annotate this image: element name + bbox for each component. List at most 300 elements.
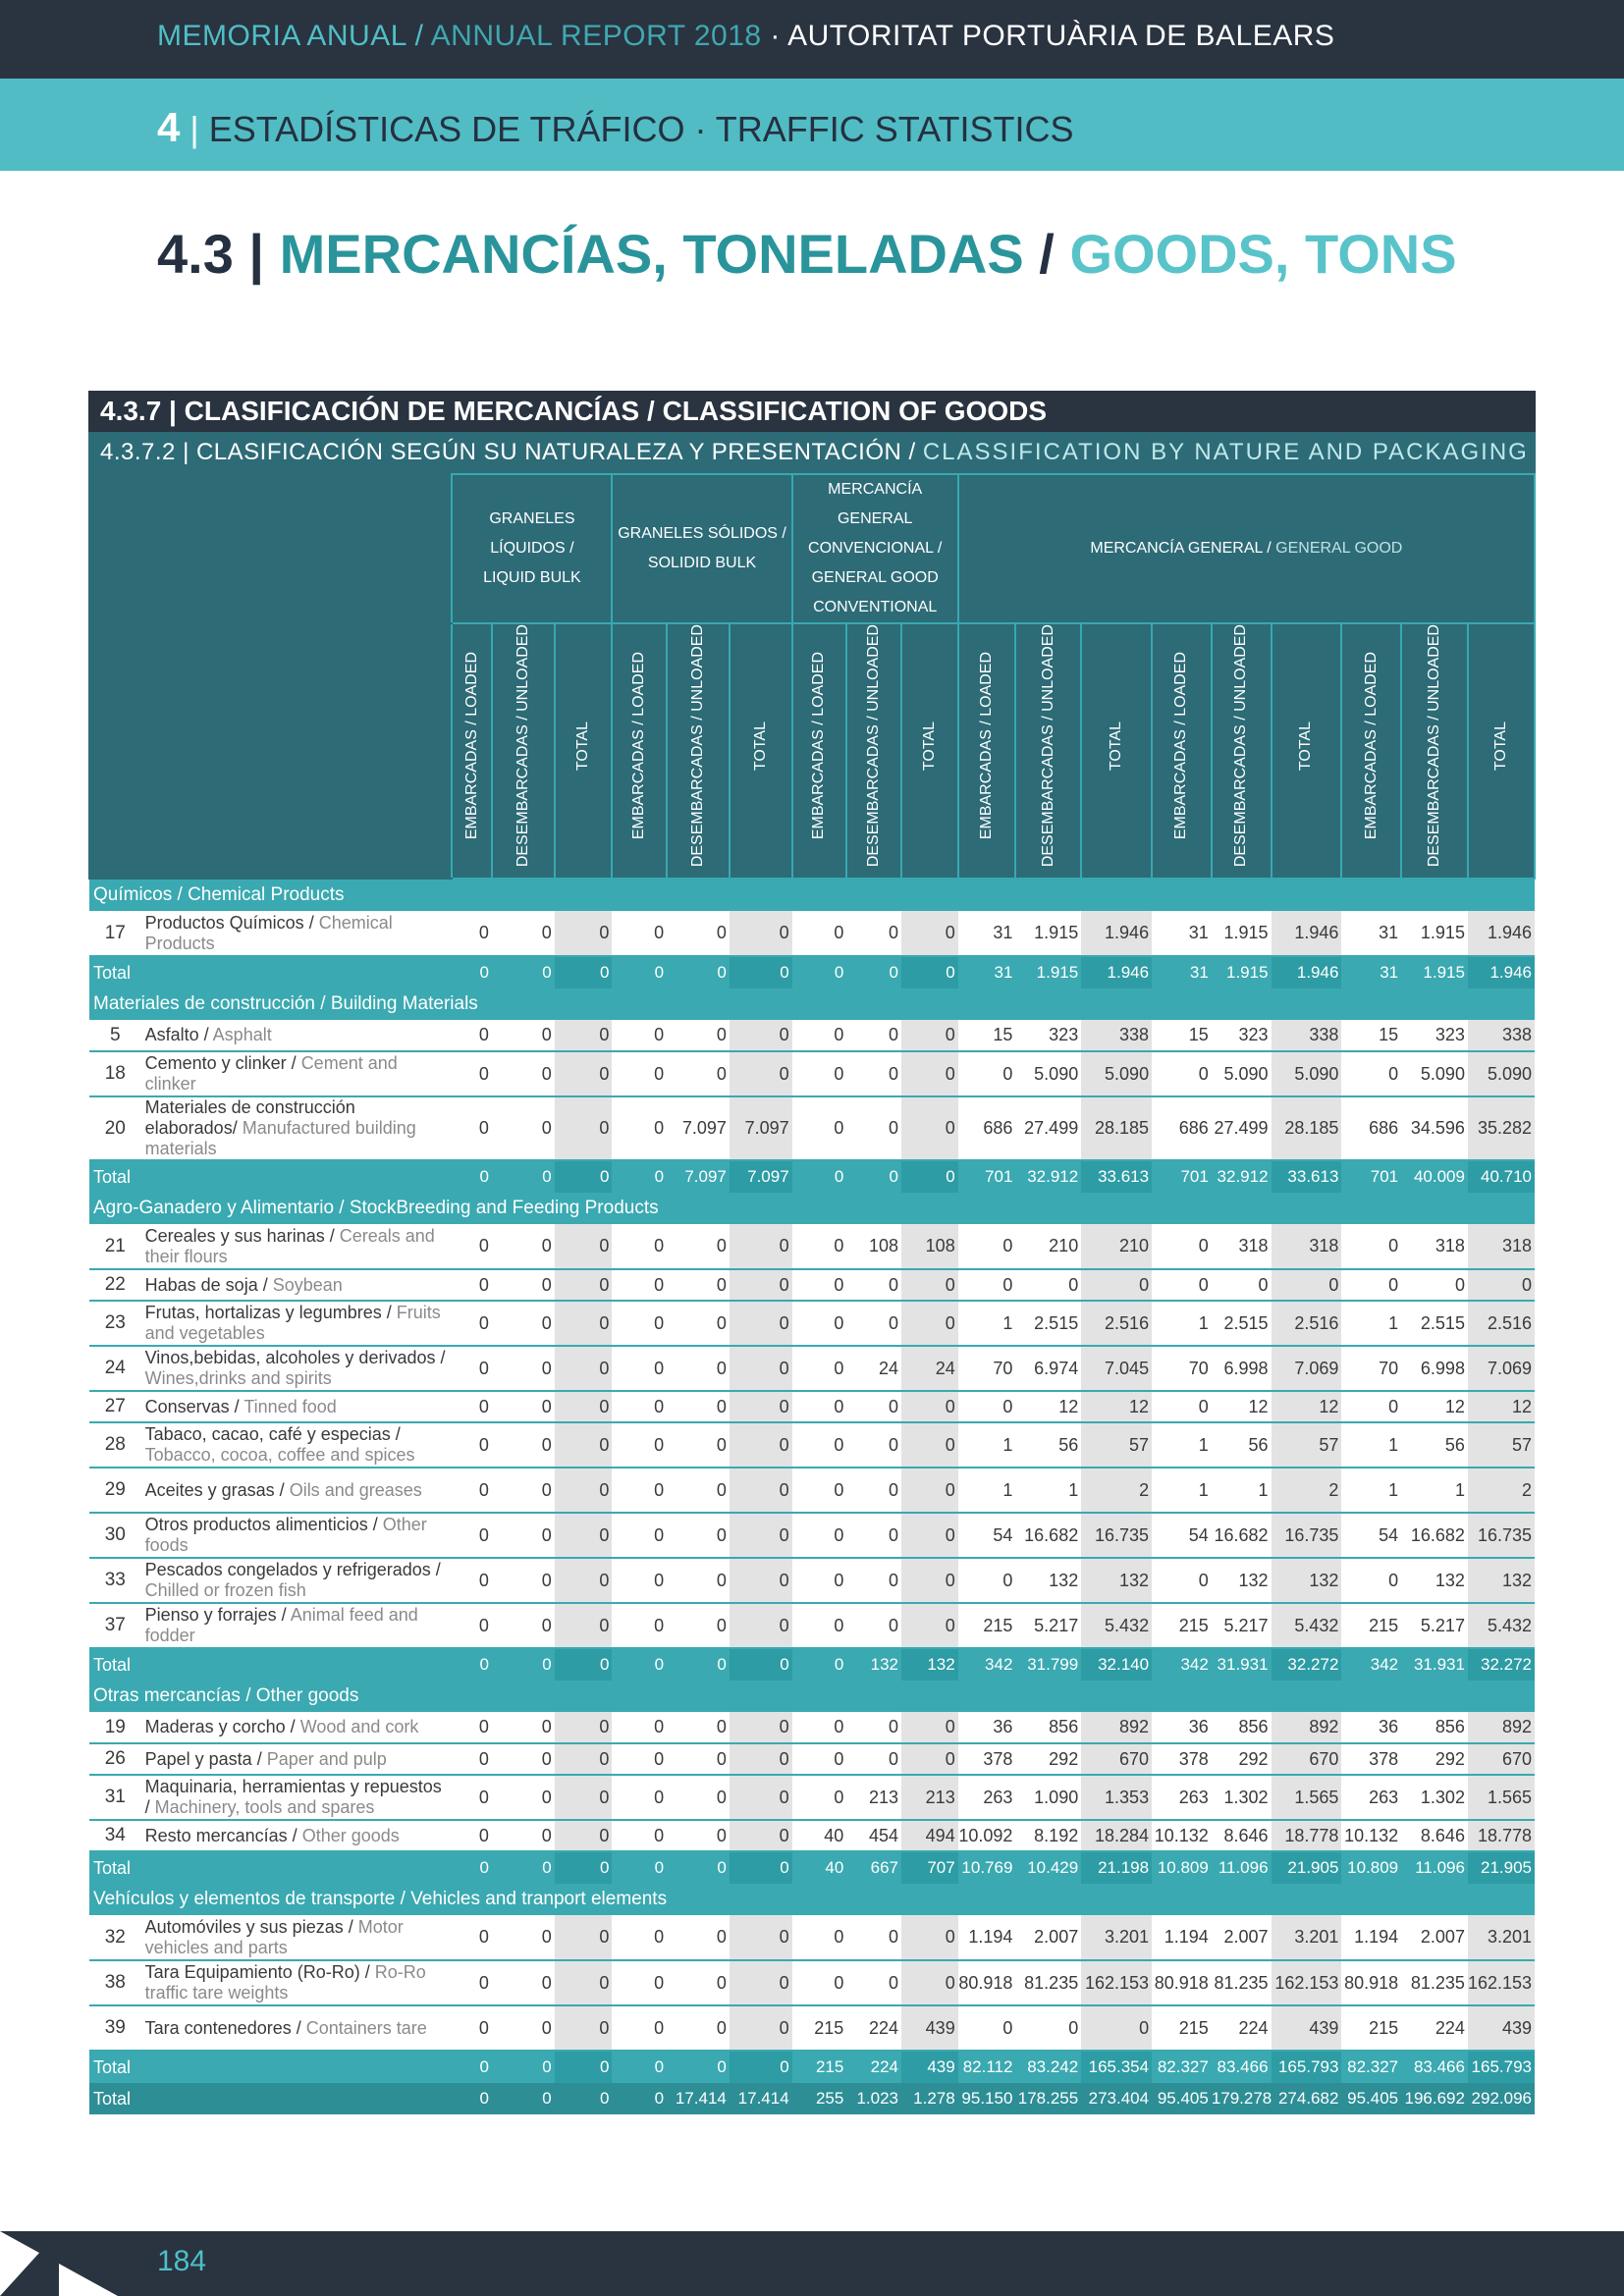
row-value: 0 xyxy=(612,1558,667,1603)
header-blank-cell xyxy=(89,623,452,879)
subheader-unloaded-label: DESEMBARCADAS / UNLOADED xyxy=(514,624,531,868)
row-value: 0 xyxy=(667,1391,730,1422)
row-description-en: Wines,drinks and spirits xyxy=(144,1368,332,1389)
row-value: 8.646 xyxy=(1212,1820,1272,1851)
row-value: 0 xyxy=(555,1915,613,1960)
table-row xyxy=(89,1391,1535,1422)
row-value: 0 xyxy=(730,1224,792,1269)
subheader-loaded-label: EMBARCADAS / LOADED xyxy=(1362,652,1380,840)
row-code: 39 xyxy=(89,2005,141,2051)
table-row xyxy=(89,1096,1535,1160)
row-value: 132 xyxy=(1272,1558,1342,1603)
section-title-en: GOODS, TONS xyxy=(1069,223,1457,285)
row-value: 162.153 xyxy=(1468,1960,1535,2005)
row-value: 1 xyxy=(1341,1301,1401,1346)
row-value: 36 xyxy=(1341,1712,1401,1743)
row-value: 1.946 xyxy=(1468,911,1535,956)
row-value: 132 xyxy=(1212,1558,1272,1603)
subheader-unloaded xyxy=(492,623,555,879)
row-value: 0 xyxy=(555,1960,613,2005)
row-value: 15 xyxy=(1341,1020,1401,1051)
row-value: 213 xyxy=(846,1775,901,1820)
row-value: 0 xyxy=(730,1712,792,1743)
row-value: 0 xyxy=(452,1468,491,1513)
total-value: 21.905 xyxy=(1272,1851,1342,1884)
row-value: 0 xyxy=(901,1513,958,1558)
row-value: 892 xyxy=(1272,1712,1342,1743)
total-value: 32.272 xyxy=(1468,1648,1535,1681)
row-value: 5.432 xyxy=(1272,1603,1342,1648)
grand-total-value: 255 xyxy=(792,2083,847,2114)
total-value: 0 xyxy=(846,956,901,988)
row-value: 0 xyxy=(452,1391,491,1422)
row-description xyxy=(141,1603,453,1648)
row-description xyxy=(141,1020,453,1051)
subheader-loaded xyxy=(1152,623,1212,879)
row-description xyxy=(141,1269,453,1301)
row-code: 29 xyxy=(89,1468,141,1513)
row-value: 1 xyxy=(1401,1468,1468,1513)
total-value: 342 xyxy=(1341,1648,1401,1681)
row-value: 0 xyxy=(958,1051,1016,1096)
row-code: 26 xyxy=(89,1743,141,1775)
subheader-unloaded-label: DESEMBARCADAS / UNLOADED xyxy=(1039,624,1056,868)
grand-total-value: 274.682 xyxy=(1272,2083,1342,2114)
row-value: 81.235 xyxy=(1212,1960,1272,2005)
row-value: 0 xyxy=(730,2005,792,2051)
row-value: 0 xyxy=(612,1020,667,1051)
row-value: 56 xyxy=(1401,1422,1468,1468)
row-value: 1.353 xyxy=(1081,1775,1152,1820)
row-value: 0 xyxy=(612,1391,667,1422)
row-value: 892 xyxy=(1081,1712,1152,1743)
row-value: 0 xyxy=(846,1915,901,1960)
total-value: 1.915 xyxy=(1212,956,1272,988)
row-value: 0 xyxy=(452,1513,491,1558)
row-value: 7.069 xyxy=(1272,1346,1342,1391)
row-description xyxy=(141,1301,453,1346)
grand-total-value: 17.414 xyxy=(667,2083,730,2114)
total-value: 0 xyxy=(555,956,613,988)
total-value: 0 xyxy=(667,1851,730,1884)
row-description-es: Asfalto / xyxy=(144,1025,213,1045)
row-value: 7.045 xyxy=(1081,1346,1152,1391)
row-value: 0 xyxy=(452,1960,491,2005)
row-code: 19 xyxy=(89,1712,141,1743)
grand-total-row xyxy=(89,2083,1535,2114)
row-code: 17 xyxy=(89,911,141,956)
row-value: 0 xyxy=(452,1820,491,1851)
subheader-total-label: TOTAL xyxy=(920,721,938,771)
row-value: 5.432 xyxy=(1081,1603,1152,1648)
row-value: 2.007 xyxy=(1212,1915,1272,1960)
row-value: 856 xyxy=(1212,1712,1272,1743)
row-value: 1.194 xyxy=(1341,1915,1401,1960)
row-value: 1 xyxy=(958,1301,1016,1346)
row-value: 378 xyxy=(1152,1743,1212,1775)
header-dot: · xyxy=(761,20,788,52)
row-value: 0 xyxy=(612,911,667,956)
row-value: 0 xyxy=(492,911,555,956)
row-value: 5.090 xyxy=(1468,1051,1535,1096)
total-value: 31 xyxy=(1341,956,1401,988)
total-value: 83.466 xyxy=(1401,2051,1468,2083)
row-value: 12 xyxy=(1272,1391,1342,1422)
row-value: 0 xyxy=(612,1051,667,1096)
row-value: 0 xyxy=(1015,1269,1081,1301)
row-value: 0 xyxy=(730,1422,792,1468)
total-value: 1.946 xyxy=(1272,956,1342,988)
row-value: 80.918 xyxy=(1152,1960,1212,2005)
row-value: 856 xyxy=(1401,1712,1468,1743)
row-value: 0 xyxy=(1468,1269,1535,1301)
row-value: 1.565 xyxy=(1468,1775,1535,1820)
row-value: 24 xyxy=(901,1346,958,1391)
row-value: 0 xyxy=(1081,2005,1152,2051)
row-value: 0 xyxy=(1212,1269,1272,1301)
row-value: 0 xyxy=(492,1820,555,1851)
chapter-title-es: ESTADÍSTICAS DE TRÁFICO xyxy=(208,109,685,149)
total-value: 32.272 xyxy=(1272,1648,1342,1681)
total-value: 165.793 xyxy=(1468,2051,1535,2083)
subheader-unloaded-label: DESEMBARCADAS / UNLOADED xyxy=(1426,624,1443,868)
table-subtitle xyxy=(88,432,1536,473)
row-description-es: Habas de soja / xyxy=(144,1274,273,1295)
category-row xyxy=(89,1681,1535,1712)
row-value: 0 xyxy=(901,911,958,956)
total-value: 439 xyxy=(901,2051,958,2083)
row-value: 3.201 xyxy=(1081,1915,1152,1960)
row-value: 0 xyxy=(667,1269,730,1301)
row-value: 1.565 xyxy=(1272,1775,1342,1820)
row-value: 36 xyxy=(958,1712,1016,1743)
row-value: 2.515 xyxy=(1401,1301,1468,1346)
row-value: 0 xyxy=(1341,1051,1401,1096)
table-row xyxy=(89,1513,1535,1558)
row-value: 0 xyxy=(846,1558,901,1603)
row-value: 5.090 xyxy=(1081,1051,1152,1096)
total-value: 0 xyxy=(492,956,555,988)
total-value: 0 xyxy=(612,1160,667,1193)
row-value: 80.918 xyxy=(1341,1960,1401,2005)
subheader-unloaded xyxy=(667,623,730,879)
row-value: 28.185 xyxy=(1272,1096,1342,1160)
table-row xyxy=(89,1915,1535,1960)
row-value: 0 xyxy=(958,2005,1016,2051)
row-value: 0 xyxy=(452,1096,491,1160)
row-value: 10.132 xyxy=(1341,1820,1401,1851)
row-value: 0 xyxy=(612,1224,667,1269)
row-value: 0 xyxy=(612,1422,667,1468)
row-value: 0 xyxy=(492,1422,555,1468)
row-value: 0 xyxy=(612,1603,667,1648)
row-value: 0 xyxy=(492,1051,555,1096)
row-code: 33 xyxy=(89,1558,141,1603)
row-value: 0 xyxy=(792,1743,847,1775)
row-description-es: Maderas y corcho / xyxy=(144,1717,300,1737)
total-value: 40.009 xyxy=(1401,1160,1468,1193)
row-value: 132 xyxy=(1401,1558,1468,1603)
row-value: 0 xyxy=(667,1346,730,1391)
row-value: 0 xyxy=(612,1960,667,2005)
row-value: 1 xyxy=(1015,1468,1081,1513)
chapter-title xyxy=(157,104,1073,151)
row-description-en: Tinned food xyxy=(244,1396,337,1416)
row-value: 0 xyxy=(1152,1051,1212,1096)
row-value: 0 xyxy=(612,1096,667,1160)
total-label: Total xyxy=(89,1160,452,1193)
row-value: 1 xyxy=(1152,1301,1212,1346)
subheader-unloaded-label: DESEMBARCADAS / UNLOADED xyxy=(1232,624,1250,868)
row-value: 0 xyxy=(730,1051,792,1096)
row-description-es: Otros productos alimenticios / xyxy=(144,1515,383,1535)
row-value: 2 xyxy=(1468,1468,1535,1513)
row-value: 0 xyxy=(492,1603,555,1648)
row-description-es: Conservas / xyxy=(144,1396,244,1416)
total-value: 1.915 xyxy=(1015,956,1081,988)
row-value: 3.201 xyxy=(1272,1915,1342,1960)
table-row xyxy=(89,1224,1535,1269)
header-annual-report: ANNUAL REPORT 2018 xyxy=(430,20,762,52)
row-value: 0 xyxy=(667,1820,730,1851)
category-label: Materiales de construcción / Building Materials xyxy=(89,988,1535,1020)
row-value: 0 xyxy=(792,1775,847,1820)
total-value: 165.354 xyxy=(1081,2051,1152,2083)
row-value: 0 xyxy=(555,1820,613,1851)
row-value: 36 xyxy=(1152,1712,1212,1743)
row-value: 0 xyxy=(452,1224,491,1269)
row-description xyxy=(141,1558,453,1603)
row-code: 28 xyxy=(89,1422,141,1468)
row-value: 0 xyxy=(730,1468,792,1513)
row-value: 439 xyxy=(1468,2005,1535,2051)
total-label: Total xyxy=(89,956,452,988)
row-value: 81.235 xyxy=(1401,1960,1468,2005)
total-value: 0 xyxy=(792,1160,847,1193)
row-value: 5.432 xyxy=(1468,1603,1535,1648)
section-total-row xyxy=(89,2051,1535,2083)
group-conv-en: GENERAL GOOD CONVENTIONAL xyxy=(811,569,939,615)
row-value: 16.735 xyxy=(1272,1513,1342,1558)
row-value: 338 xyxy=(1272,1020,1342,1051)
row-value: 1.915 xyxy=(1401,911,1468,956)
row-value: 318 xyxy=(1272,1224,1342,1269)
row-value: 318 xyxy=(1468,1224,1535,1269)
subheader-loaded-label: EMBARCADAS / LOADED xyxy=(462,652,480,840)
total-value: 0 xyxy=(667,2051,730,2083)
row-value: 0 xyxy=(730,1513,792,1558)
row-description-en: Manufactured building materials xyxy=(144,1118,416,1159)
total-value: 33.613 xyxy=(1272,1160,1342,1193)
row-value: 31 xyxy=(1341,911,1401,956)
row-value: 34.596 xyxy=(1401,1096,1468,1160)
total-value: 0 xyxy=(612,1851,667,1884)
report-header-bar xyxy=(0,0,1624,79)
row-value: 0 xyxy=(730,1558,792,1603)
total-value: 0 xyxy=(492,2051,555,2083)
total-value: 0 xyxy=(792,956,847,988)
total-value: 707 xyxy=(901,1851,958,1884)
row-value: 0 xyxy=(792,1346,847,1391)
row-value: 12 xyxy=(1081,1391,1152,1422)
row-value: 0 xyxy=(667,1051,730,1096)
total-value: 31.799 xyxy=(1015,1648,1081,1681)
row-code: 18 xyxy=(89,1051,141,1096)
row-value: 0 xyxy=(846,1712,901,1743)
subheader-total xyxy=(730,623,792,879)
row-value: 56 xyxy=(1015,1422,1081,1468)
row-description xyxy=(141,1346,453,1391)
total-value: 0 xyxy=(667,1648,730,1681)
total-value: 31 xyxy=(1152,956,1212,988)
row-value: 0 xyxy=(792,911,847,956)
header-memoria: MEMORIA ANUAL xyxy=(157,20,406,52)
header-authority: AUTORITAT PORTUÀRIA DE BALEARS xyxy=(787,20,1335,52)
grand-total-value: 17.414 xyxy=(730,2083,792,2114)
row-value: 0 xyxy=(846,1743,901,1775)
row-value: 0 xyxy=(901,1391,958,1422)
row-description-en: Cereals and their flours xyxy=(144,1225,435,1266)
total-value: 0 xyxy=(730,1851,792,1884)
row-description-es: Vinos,bebidas, alcoholes y derivados / xyxy=(144,1348,446,1368)
row-description-en: Wood and cork xyxy=(299,1717,419,1737)
row-value: 263 xyxy=(1152,1775,1212,1820)
row-description xyxy=(141,1468,453,1513)
report-header-text xyxy=(157,20,1334,53)
row-value: 0 xyxy=(730,1960,792,2005)
table-row xyxy=(89,2005,1535,2051)
row-value: 892 xyxy=(1468,1712,1535,1743)
total-value: 1.946 xyxy=(1468,956,1535,988)
row-value: 162.153 xyxy=(1081,1960,1152,2005)
section-title xyxy=(157,222,1457,286)
row-description-en: Tobacco, cocoa, coffee and spices xyxy=(144,1445,415,1466)
row-description xyxy=(141,1422,453,1468)
total-value: 0 xyxy=(452,2051,491,2083)
row-value: 31 xyxy=(1152,911,1212,956)
total-value: 32.912 xyxy=(1212,1160,1272,1193)
row-value: 0 xyxy=(667,1422,730,1468)
row-value: 0 xyxy=(901,1051,958,1096)
subheader-total xyxy=(1081,623,1152,879)
subheader-total-label: TOTAL xyxy=(1491,721,1509,771)
total-value: 0 xyxy=(492,1160,555,1193)
row-value: 0 xyxy=(555,1558,613,1603)
row-value: 686 xyxy=(1341,1096,1401,1160)
row-description-en: Other goods xyxy=(301,1825,400,1845)
row-value: 2 xyxy=(1081,1468,1152,1513)
row-value: 0 xyxy=(792,1915,847,1960)
subheader-total xyxy=(555,623,613,879)
row-value: 5.217 xyxy=(1401,1603,1468,1648)
row-value: 80.918 xyxy=(958,1960,1016,2005)
row-value: 0 xyxy=(1152,1224,1212,1269)
row-value: 2.516 xyxy=(1272,1301,1342,1346)
row-value: 263 xyxy=(1341,1775,1401,1820)
subheader-loaded-label: EMBARCADAS / LOADED xyxy=(630,652,648,840)
row-value: 0 xyxy=(901,1020,958,1051)
row-value: 670 xyxy=(1272,1743,1342,1775)
header-sep: / xyxy=(406,20,431,52)
grand-total-value: 0 xyxy=(452,2083,491,2114)
row-description-en: Asphalt xyxy=(212,1025,272,1045)
total-value: 7.097 xyxy=(667,1160,730,1193)
row-value: 1 xyxy=(1152,1468,1212,1513)
row-value: 28.185 xyxy=(1081,1096,1152,1160)
row-value: 0 xyxy=(730,1603,792,1648)
row-value: 0 xyxy=(792,1422,847,1468)
row-value: 15 xyxy=(1152,1020,1212,1051)
row-value: 1 xyxy=(958,1422,1016,1468)
row-value: 0 xyxy=(667,1558,730,1603)
row-value: 12 xyxy=(1468,1391,1535,1422)
table-row xyxy=(89,1468,1535,1513)
row-description-es: Cereales y sus harinas / xyxy=(144,1225,340,1246)
row-value: 215 xyxy=(1152,1603,1212,1648)
row-value: 0 xyxy=(1152,1391,1212,1422)
subheader-total xyxy=(901,623,958,879)
row-value: 10.132 xyxy=(1152,1820,1212,1851)
row-value: 0 xyxy=(612,2005,667,2051)
row-value: 0 xyxy=(555,911,613,956)
row-description xyxy=(141,1820,453,1851)
row-description-es: Tara contenedores / xyxy=(144,2017,306,2038)
row-value: 0 xyxy=(667,2005,730,2051)
row-value: 0 xyxy=(792,1224,847,1269)
row-code: 5 xyxy=(89,1020,141,1051)
category-row xyxy=(89,988,1535,1020)
row-value: 162.153 xyxy=(1272,1960,1342,2005)
row-value: 215 xyxy=(1341,1603,1401,1648)
row-value: 31 xyxy=(958,911,1016,956)
row-value: 0 xyxy=(792,1020,847,1051)
row-description-en: Cement and clinker xyxy=(144,1053,398,1095)
row-value: 1.090 xyxy=(1015,1775,1081,1820)
table-row xyxy=(89,1422,1535,1468)
row-value: 215 xyxy=(958,1603,1016,1648)
row-value: 454 xyxy=(846,1820,901,1851)
row-value: 0 xyxy=(492,1346,555,1391)
row-value: 1 xyxy=(1212,1468,1272,1513)
total-value: 82.327 xyxy=(1341,2051,1401,2083)
row-value: 0 xyxy=(452,1422,491,1468)
subheader-total xyxy=(1272,623,1342,879)
row-value: 16.735 xyxy=(1081,1513,1152,1558)
row-value: 0 xyxy=(555,2005,613,2051)
row-value: 0 xyxy=(667,1743,730,1775)
table-row xyxy=(89,911,1535,956)
row-value: 0 xyxy=(452,1558,491,1603)
row-value: 224 xyxy=(1212,2005,1272,2051)
subheader-unloaded xyxy=(1212,623,1272,879)
row-value: 0 xyxy=(492,1096,555,1160)
table-subtitle-es: 4.3.7.2 | CLASIFICACIÓN SEGÚN SU NATURALEZA Y PRESENTACIÓN / xyxy=(100,439,923,465)
row-value: 263 xyxy=(958,1775,1016,1820)
row-value: 0 xyxy=(901,1468,958,1513)
row-value: 0 xyxy=(492,1224,555,1269)
row-description xyxy=(141,1775,453,1820)
row-value: 0 xyxy=(846,1051,901,1096)
table-title: 4.3.7 | CLASIFICACIÓN DE MERCANCÍAS / CLASSIFICATION OF GOODS xyxy=(88,391,1536,432)
row-description-es: Tabaco, cacao, café y especias / xyxy=(144,1424,401,1445)
row-value: 0 xyxy=(452,1020,491,1051)
row-code: 32 xyxy=(89,1915,141,1960)
grand-total-value: 292.096 xyxy=(1468,2083,1535,2114)
row-code: 20 xyxy=(89,1096,141,1160)
row-description-es: Pescados congelados y refrigerados / xyxy=(144,1560,441,1580)
row-code: 21 xyxy=(89,1224,141,1269)
row-value: 0 xyxy=(612,1269,667,1301)
